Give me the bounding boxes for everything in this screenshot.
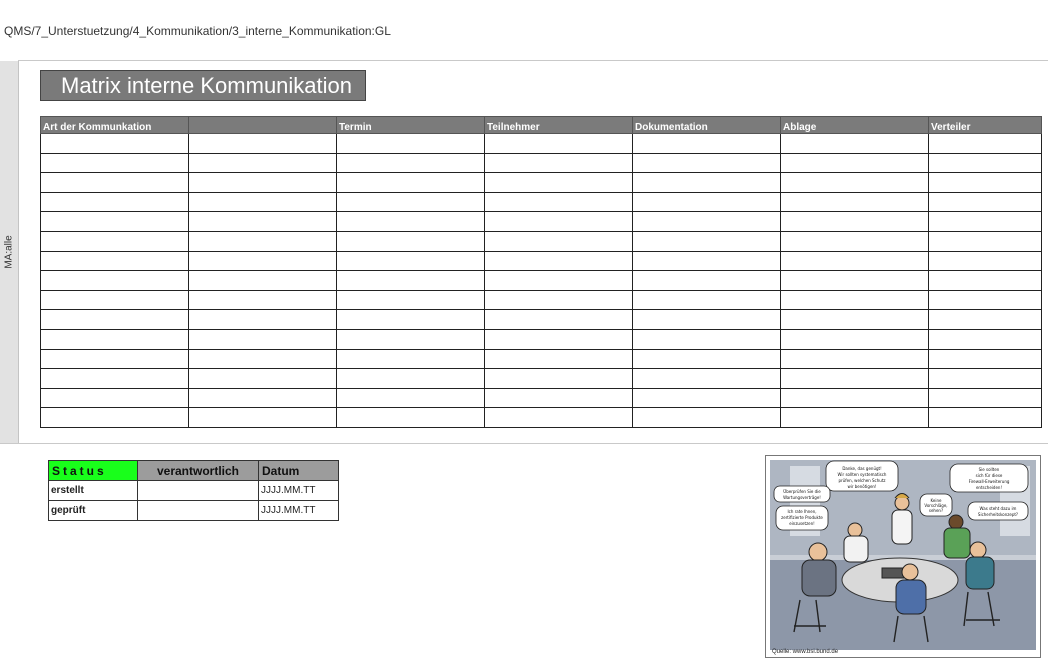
matrix-cell[interactable]: [485, 231, 633, 251]
matrix-cell[interactable]: [337, 251, 485, 271]
matrix-row: [41, 271, 1042, 291]
matrix-cell[interactable]: [929, 231, 1042, 251]
status-row-erstellt: [49, 481, 339, 501]
responsible-cell[interactable]: [138, 501, 259, 521]
status-row-geprueft: [49, 501, 339, 521]
matrix-cell[interactable]: [781, 192, 929, 212]
status-cell: geprüft: [49, 501, 138, 521]
matrix-cell[interactable]: [41, 212, 189, 232]
svg-text:Was steht dazu im: Was steht dazu im: [979, 506, 1017, 511]
matrix-cell[interactable]: [929, 310, 1042, 330]
matrix-cell[interactable]: [485, 271, 633, 291]
matrix-cell[interactable]: [633, 329, 781, 349]
matrix-cell[interactable]: [929, 251, 1042, 271]
matrix-cell[interactable]: [337, 231, 485, 251]
matrix-cell[interactable]: [337, 173, 485, 193]
header-ablage: Ablage: [781, 117, 929, 134]
matrix-row: [41, 173, 1042, 193]
svg-text:Wartungsverträge!: Wartungsverträge!: [783, 495, 821, 500]
matrix-cell[interactable]: [929, 290, 1042, 310]
matrix-cell[interactable]: [485, 329, 633, 349]
matrix-cell[interactable]: [781, 349, 929, 369]
matrix-row: [41, 349, 1042, 369]
svg-text:einzusetzen!: einzusetzen!: [789, 521, 815, 526]
matrix-cell[interactable]: [633, 134, 781, 154]
matrix-cell[interactable]: [485, 349, 633, 369]
matrix-cell[interactable]: [781, 310, 929, 330]
matrix-cell[interactable]: [41, 329, 189, 349]
svg-text:entscheiden!: entscheiden!: [975, 485, 1003, 490]
status-header: Status: [49, 461, 138, 481]
matrix-cell[interactable]: [189, 173, 337, 193]
matrix-cell[interactable]: [337, 290, 485, 310]
header-art: Art der Kommunkation: [41, 117, 189, 134]
matrix-row: [41, 212, 1042, 232]
matrix-cell[interactable]: [929, 212, 1042, 232]
matrix-cell[interactable]: [189, 388, 337, 408]
page-title: Matrix interne Kommunikation: [40, 70, 366, 101]
matrix-cell[interactable]: [929, 192, 1042, 212]
matrix-cell[interactable]: [633, 271, 781, 291]
matrix-row: [41, 153, 1042, 173]
matrix-cell[interactable]: [781, 408, 929, 428]
matrix-cell[interactable]: [41, 251, 189, 271]
matrix-cell[interactable]: [41, 271, 189, 291]
date-header: Datum: [259, 461, 339, 481]
matrix-cell[interactable]: [781, 231, 929, 251]
bottom-divider: [0, 443, 1048, 444]
matrix-row: [41, 329, 1042, 349]
matrix-cell[interactable]: [929, 134, 1042, 154]
matrix-cell[interactable]: [929, 271, 1042, 291]
matrix-cell[interactable]: [929, 349, 1042, 369]
top-divider: [18, 60, 1048, 61]
svg-text:Überprüfen Sie die: Überprüfen Sie die: [783, 489, 821, 494]
matrix-row: [41, 408, 1042, 428]
matrix-cell[interactable]: [485, 134, 633, 154]
svg-text:Sie sollten: Sie sollten: [978, 467, 1000, 472]
matrix-cell[interactable]: [189, 369, 337, 389]
matrix-cell[interactable]: [929, 329, 1042, 349]
matrix-cell[interactable]: [485, 212, 633, 232]
svg-text:prüfen, welchen Schutz: prüfen, welchen Schutz: [838, 478, 886, 483]
meeting-cartoon-image: [765, 455, 1041, 658]
matrix-cell[interactable]: [781, 153, 929, 173]
matrix-cell[interactable]: [41, 290, 189, 310]
cartoon-illustration: [770, 460, 1036, 650]
matrix-cell[interactable]: [189, 349, 337, 369]
matrix-cell[interactable]: [485, 251, 633, 271]
matrix-cell[interactable]: [337, 349, 485, 369]
side-tab-label: MA:alle: [3, 235, 15, 269]
matrix-row: [41, 231, 1042, 251]
matrix-cell[interactable]: [781, 369, 929, 389]
matrix-cell[interactable]: [485, 192, 633, 212]
matrix-cell[interactable]: [41, 192, 189, 212]
responsible-cell[interactable]: [138, 481, 259, 501]
header-verteiler: Verteiler: [929, 117, 1042, 134]
matrix-cell[interactable]: [337, 134, 485, 154]
matrix-cell[interactable]: [633, 173, 781, 193]
matrix-cell[interactable]: [781, 388, 929, 408]
header-dokumentation: Dokumentation: [633, 117, 781, 134]
matrix-cell[interactable]: [485, 310, 633, 330]
matrix-cell[interactable]: [633, 369, 781, 389]
date-cell[interactable]: JJJJ.MM.TT: [259, 481, 339, 501]
side-tab[interactable]: [0, 61, 19, 443]
matrix-cell[interactable]: [633, 212, 781, 232]
matrix-cell[interactable]: [929, 388, 1042, 408]
matrix-row: [41, 251, 1042, 271]
svg-text:sich für diese: sich für diese: [975, 473, 1003, 478]
svg-text:zertifizierte Produkte: zertifizierte Produkte: [781, 515, 823, 520]
matrix-cell[interactable]: [41, 153, 189, 173]
header-teilnehmer: Teilnehmer: [485, 117, 633, 134]
svg-text:Danke, das genügt!: Danke, das genügt!: [842, 466, 882, 471]
matrix-row: [41, 192, 1042, 212]
matrix-cell[interactable]: [929, 369, 1042, 389]
matrix-cell[interactable]: [633, 251, 781, 271]
matrix-cell[interactable]: [189, 329, 337, 349]
matrix-cell[interactable]: [41, 369, 189, 389]
matrix-cell[interactable]: [633, 192, 781, 212]
svg-text:wir benötigen!: wir benötigen!: [847, 484, 877, 489]
matrix-cell[interactable]: [929, 408, 1042, 428]
image-credit: Quelle: www.bsi.bund.de: [772, 649, 839, 655]
matrix-cell[interactable]: [337, 212, 485, 232]
header-blank: [189, 117, 337, 134]
svg-text:Vorschläge,: Vorschläge,: [924, 503, 948, 508]
matrix-cell[interactable]: [485, 173, 633, 193]
matrix-cell[interactable]: [337, 408, 485, 428]
matrix-cell[interactable]: [41, 134, 189, 154]
communication-matrix: [40, 116, 1042, 428]
matrix-cell[interactable]: [781, 212, 929, 232]
matrix-cell[interactable]: [929, 153, 1042, 173]
matrix-cell[interactable]: [633, 408, 781, 428]
matrix-cell[interactable]: [633, 388, 781, 408]
matrix-cell[interactable]: [485, 153, 633, 173]
matrix-cell[interactable]: [485, 369, 633, 389]
svg-text:Ich rate Ihnen,: Ich rate Ihnen,: [787, 509, 817, 514]
matrix-cell[interactable]: [41, 173, 189, 193]
matrix-cell[interactable]: [485, 408, 633, 428]
matrix-cell[interactable]: [41, 388, 189, 408]
breadcrumb: QMS/7_Unterstuetzung/4_Kommunikation/3_interne_Kommunikation:GL: [4, 24, 391, 38]
svg-text:Wir sollten systematisch: Wir sollten systematisch: [837, 472, 887, 477]
matrix-row: [41, 388, 1042, 408]
matrix-cell[interactable]: [189, 153, 337, 173]
matrix-cell[interactable]: [337, 329, 485, 349]
svg-text:sehen?: sehen?: [928, 508, 944, 513]
matrix-cell[interactable]: [633, 349, 781, 369]
matrix-cell[interactable]: [781, 173, 929, 193]
matrix-cell[interactable]: [189, 231, 337, 251]
matrix-header-row: [41, 117, 1042, 134]
matrix-cell[interactable]: [337, 192, 485, 212]
date-cell[interactable]: JJJJ.MM.TT: [259, 501, 339, 521]
matrix-cell[interactable]: [189, 251, 337, 271]
matrix-cell[interactable]: [337, 310, 485, 330]
status-cell: erstellt: [49, 481, 138, 501]
matrix-cell[interactable]: [189, 310, 337, 330]
matrix-cell[interactable]: [781, 271, 929, 291]
matrix-row: [41, 134, 1042, 154]
matrix-row: [41, 310, 1042, 330]
matrix-cell[interactable]: [929, 173, 1042, 193]
svg-text:Firewall-Erweiterung: Firewall-Erweiterung: [968, 479, 1010, 484]
matrix-cell[interactable]: [189, 271, 337, 291]
matrix-row: [41, 369, 1042, 389]
header-termin: Termin: [337, 117, 485, 134]
matrix-cell[interactable]: [189, 134, 337, 154]
matrix-cell[interactable]: [41, 231, 189, 251]
matrix-cell[interactable]: [337, 369, 485, 389]
matrix-cell[interactable]: [781, 134, 929, 154]
responsible-header: verantwortlich: [138, 461, 259, 481]
matrix-cell[interactable]: [41, 408, 189, 428]
matrix-row: [41, 290, 1042, 310]
matrix-cell[interactable]: [781, 251, 929, 271]
matrix-cell[interactable]: [781, 329, 929, 349]
matrix-cell[interactable]: [337, 153, 485, 173]
matrix-cell[interactable]: [633, 290, 781, 310]
status-table: [48, 460, 339, 521]
matrix-cell[interactable]: [189, 212, 337, 232]
matrix-cell[interactable]: [485, 290, 633, 310]
matrix-cell[interactable]: [337, 271, 485, 291]
matrix-cell[interactable]: [633, 153, 781, 173]
matrix-cell[interactable]: [633, 231, 781, 251]
matrix-cell[interactable]: [189, 408, 337, 428]
matrix-cell[interactable]: [633, 310, 781, 330]
matrix-cell[interactable]: [189, 192, 337, 212]
matrix-cell[interactable]: [189, 290, 337, 310]
svg-text:Keine: Keine: [930, 498, 942, 503]
matrix-cell[interactable]: [337, 388, 485, 408]
matrix-cell[interactable]: [485, 388, 633, 408]
svg-text:Sicherheitskonzept?: Sicherheitskonzept?: [977, 512, 1019, 517]
matrix-cell[interactable]: [41, 310, 189, 330]
matrix-cell[interactable]: [781, 290, 929, 310]
matrix-cell[interactable]: [41, 349, 189, 369]
